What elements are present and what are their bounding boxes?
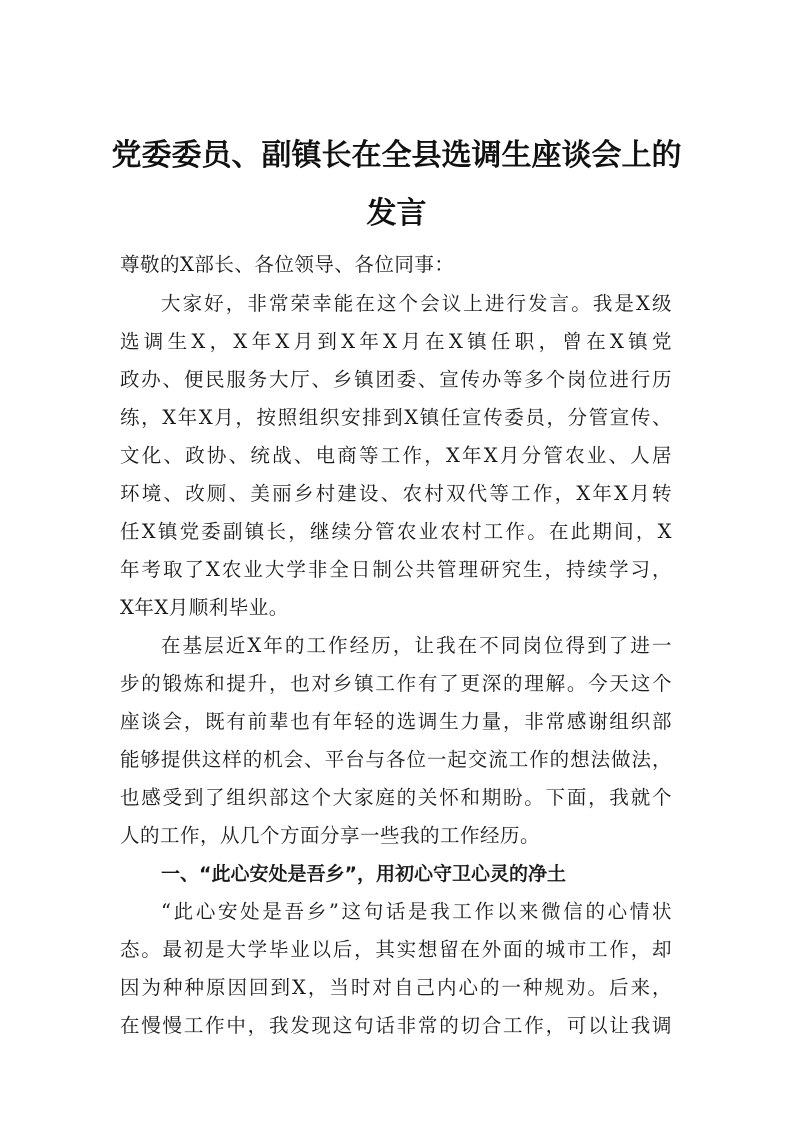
paragraph-2-line: 也感受到了组织部这个大家庭的关怀和期盼。下面，我就个	[120, 786, 672, 809]
paragraph-1-line: 政办、便民服务大厅、乡镇团委、宣传办等多个岗位进行历	[120, 368, 672, 391]
paragraph-2-line: 在基层近X年的工作经历，让我在不同岗位得到了进一	[161, 634, 672, 657]
document-title-line-1: 党委委员、副镇长在全县选调生座谈会上的	[111, 138, 682, 173]
paragraph-1-line: 年考取了X农业大学非全日制公共管理研究生，持续学习，	[120, 558, 672, 581]
paragraph-1-line: 环境、改厕、美丽乡村建设、农村双代等工作，X年X月转	[120, 482, 672, 505]
section-paragraph-line: 因为种种原因回到X，当时对自己内心的一种规劝。后来，	[120, 976, 672, 999]
paragraph-1-line: 大家好，非常荣幸能在这个会议上进行发言。我是X级	[161, 292, 672, 315]
paragraph-2-line: 座谈会，既有前辈也有年轻的选调生力量，非常感谢组织部	[120, 710, 672, 733]
section-paragraph-line: “此心安处是吾乡”这句话是我工作以来微信的心情状	[161, 900, 672, 923]
paragraph-1-line: 选调生X，X年X月到X年X月在X镇任职，曾在X镇党	[120, 330, 672, 353]
section-heading: 一、“此心安处是吾乡”，用初心守卫心灵的净土	[161, 863, 566, 885]
salutation: 尊敬的X部长、各位领导、各位同事：	[120, 253, 455, 276]
paragraph-1-line: 任X镇党委副镇长，继续分管农业农村工作。在此期间，X	[120, 520, 672, 543]
section-paragraph-line: 在慢慢工作中，我发现这句话非常的切合工作，可以让我调	[120, 1014, 672, 1037]
section-paragraph-line: 态。最初是大学毕业以后，其实想留在外面的城市工作，却	[120, 938, 672, 961]
paragraph-1-line: X年X月顺利毕业。	[120, 596, 289, 619]
paragraph-2-line: 人的工作，从几个方面分享一些我的工作经历。	[120, 824, 541, 847]
paragraph-2-line: 步的锻炼和提升，也对乡镇工作有了更深的理解。今天这个	[120, 672, 672, 695]
paragraph-2-line: 能够提供这样的机会、平台与各位一起交流工作的想法做法，	[120, 748, 672, 771]
paragraph-1-line: 练，X年X月，按照组织安排到X镇任宣传委员，分管宣传、	[120, 406, 672, 429]
paragraph-1-line: 文化、政协、统战、电商等工作，X年X月分管农业、人居	[120, 444, 672, 467]
document-title-line-2: 发言	[366, 196, 427, 231]
